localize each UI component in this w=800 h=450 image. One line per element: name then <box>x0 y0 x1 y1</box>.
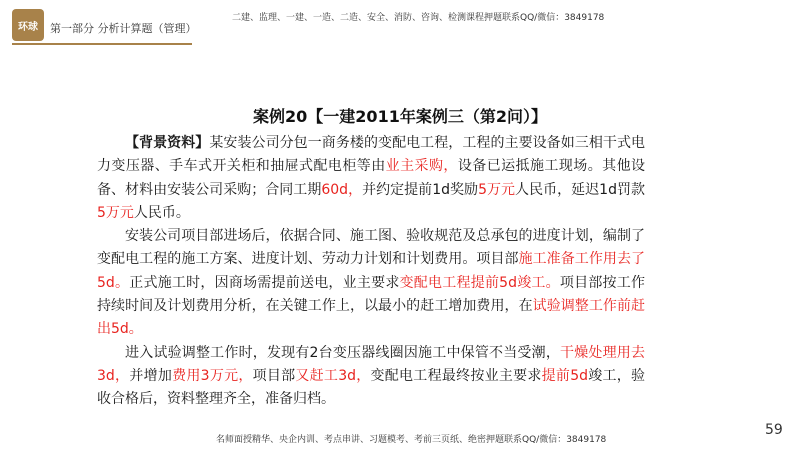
top-contact-notice: 二建、监理、一建、一造、二造、安全、消防、咨询、检测课程押题联系QQ/微信：3849178 <box>232 13 605 23</box>
text-span: 项目部按工作持续时间及计划费用分析，在关键工作上，以最小的赶工增加费用，在 <box>97 274 646 315</box>
text-span: 安装公司项目部进场后，依据合同、施工图、验收规范及总承包的进度计划，编制了变配电工程的施工方案、进度计划、劳动力计划和计划费用。项目部 <box>97 228 645 268</box>
case-title: 案例20【一建2011年案例三（第2问）】 <box>253 107 547 126</box>
text-span: 进入试验调整工作时，发现有2台变压器线圈因施工中保管不当受潮， <box>125 344 561 361</box>
text-span: 项目部 <box>252 367 296 384</box>
text-span: 某安装公司分包一商务楼的变配电工程，工程的主要设备如三相干式电力变压器、手车式开关柜和抽屉式配电柜等由 <box>97 135 646 175</box>
text-span: 正式施工时，因商场需提前送电，业主要求 <box>129 274 400 291</box>
highlight-span: 干燥处理用去3d， <box>97 344 646 384</box>
highlight-span: 5万元 <box>97 204 134 221</box>
paragraph-background <box>97 132 645 225</box>
text-span: 设备已运抵施工现场。其他设备、材料由安装公司采购；合同工期 <box>97 158 646 198</box>
header-divider <box>12 43 192 45</box>
highlight-span: 60d， <box>321 181 363 198</box>
text-span: 并增加 <box>129 367 173 384</box>
case-body <box>97 132 645 412</box>
paragraph-schedule <box>97 225 645 341</box>
highlight-span: 变配电工程提前5d竣工。 <box>399 274 560 291</box>
highlight-span: 又赶工3d， <box>295 367 371 384</box>
text-span: 人民币。 <box>133 204 190 221</box>
paragraph-testing <box>97 342 645 412</box>
highlight-span: 施工准备工作用去了5d。 <box>97 251 645 291</box>
brand-logo: 环球 <box>12 9 44 41</box>
highlight-span: 业主采购， <box>385 158 458 175</box>
highlight-span: 5万元 <box>478 181 516 198</box>
bottom-contact-notice: 名师面授精华、央企内训、考点串讲、习题模考、考前三页纸、绝密押题联系QQ/微信：3849178 <box>216 435 607 445</box>
page-number: 59 <box>765 422 783 438</box>
highlight-span: 试验调整工作前赶出5d。 <box>97 298 646 338</box>
background-label: 【背景资料】 <box>125 135 210 151</box>
text-span: 竣工，验收合格后，资料整理齐全，准备归档。 <box>97 367 646 408</box>
text-span: 变配电工程最终按业主要求 <box>370 367 542 384</box>
section-title: 第一部分 分析计算题（管理） <box>50 22 197 35</box>
highlight-span: 费用3万元， <box>172 367 253 384</box>
text-span: 人民币，延迟1d罚款 <box>515 181 646 198</box>
text-span: 并约定提前1d奖励 <box>362 181 479 198</box>
highlight-span: 提前5d <box>541 367 588 384</box>
